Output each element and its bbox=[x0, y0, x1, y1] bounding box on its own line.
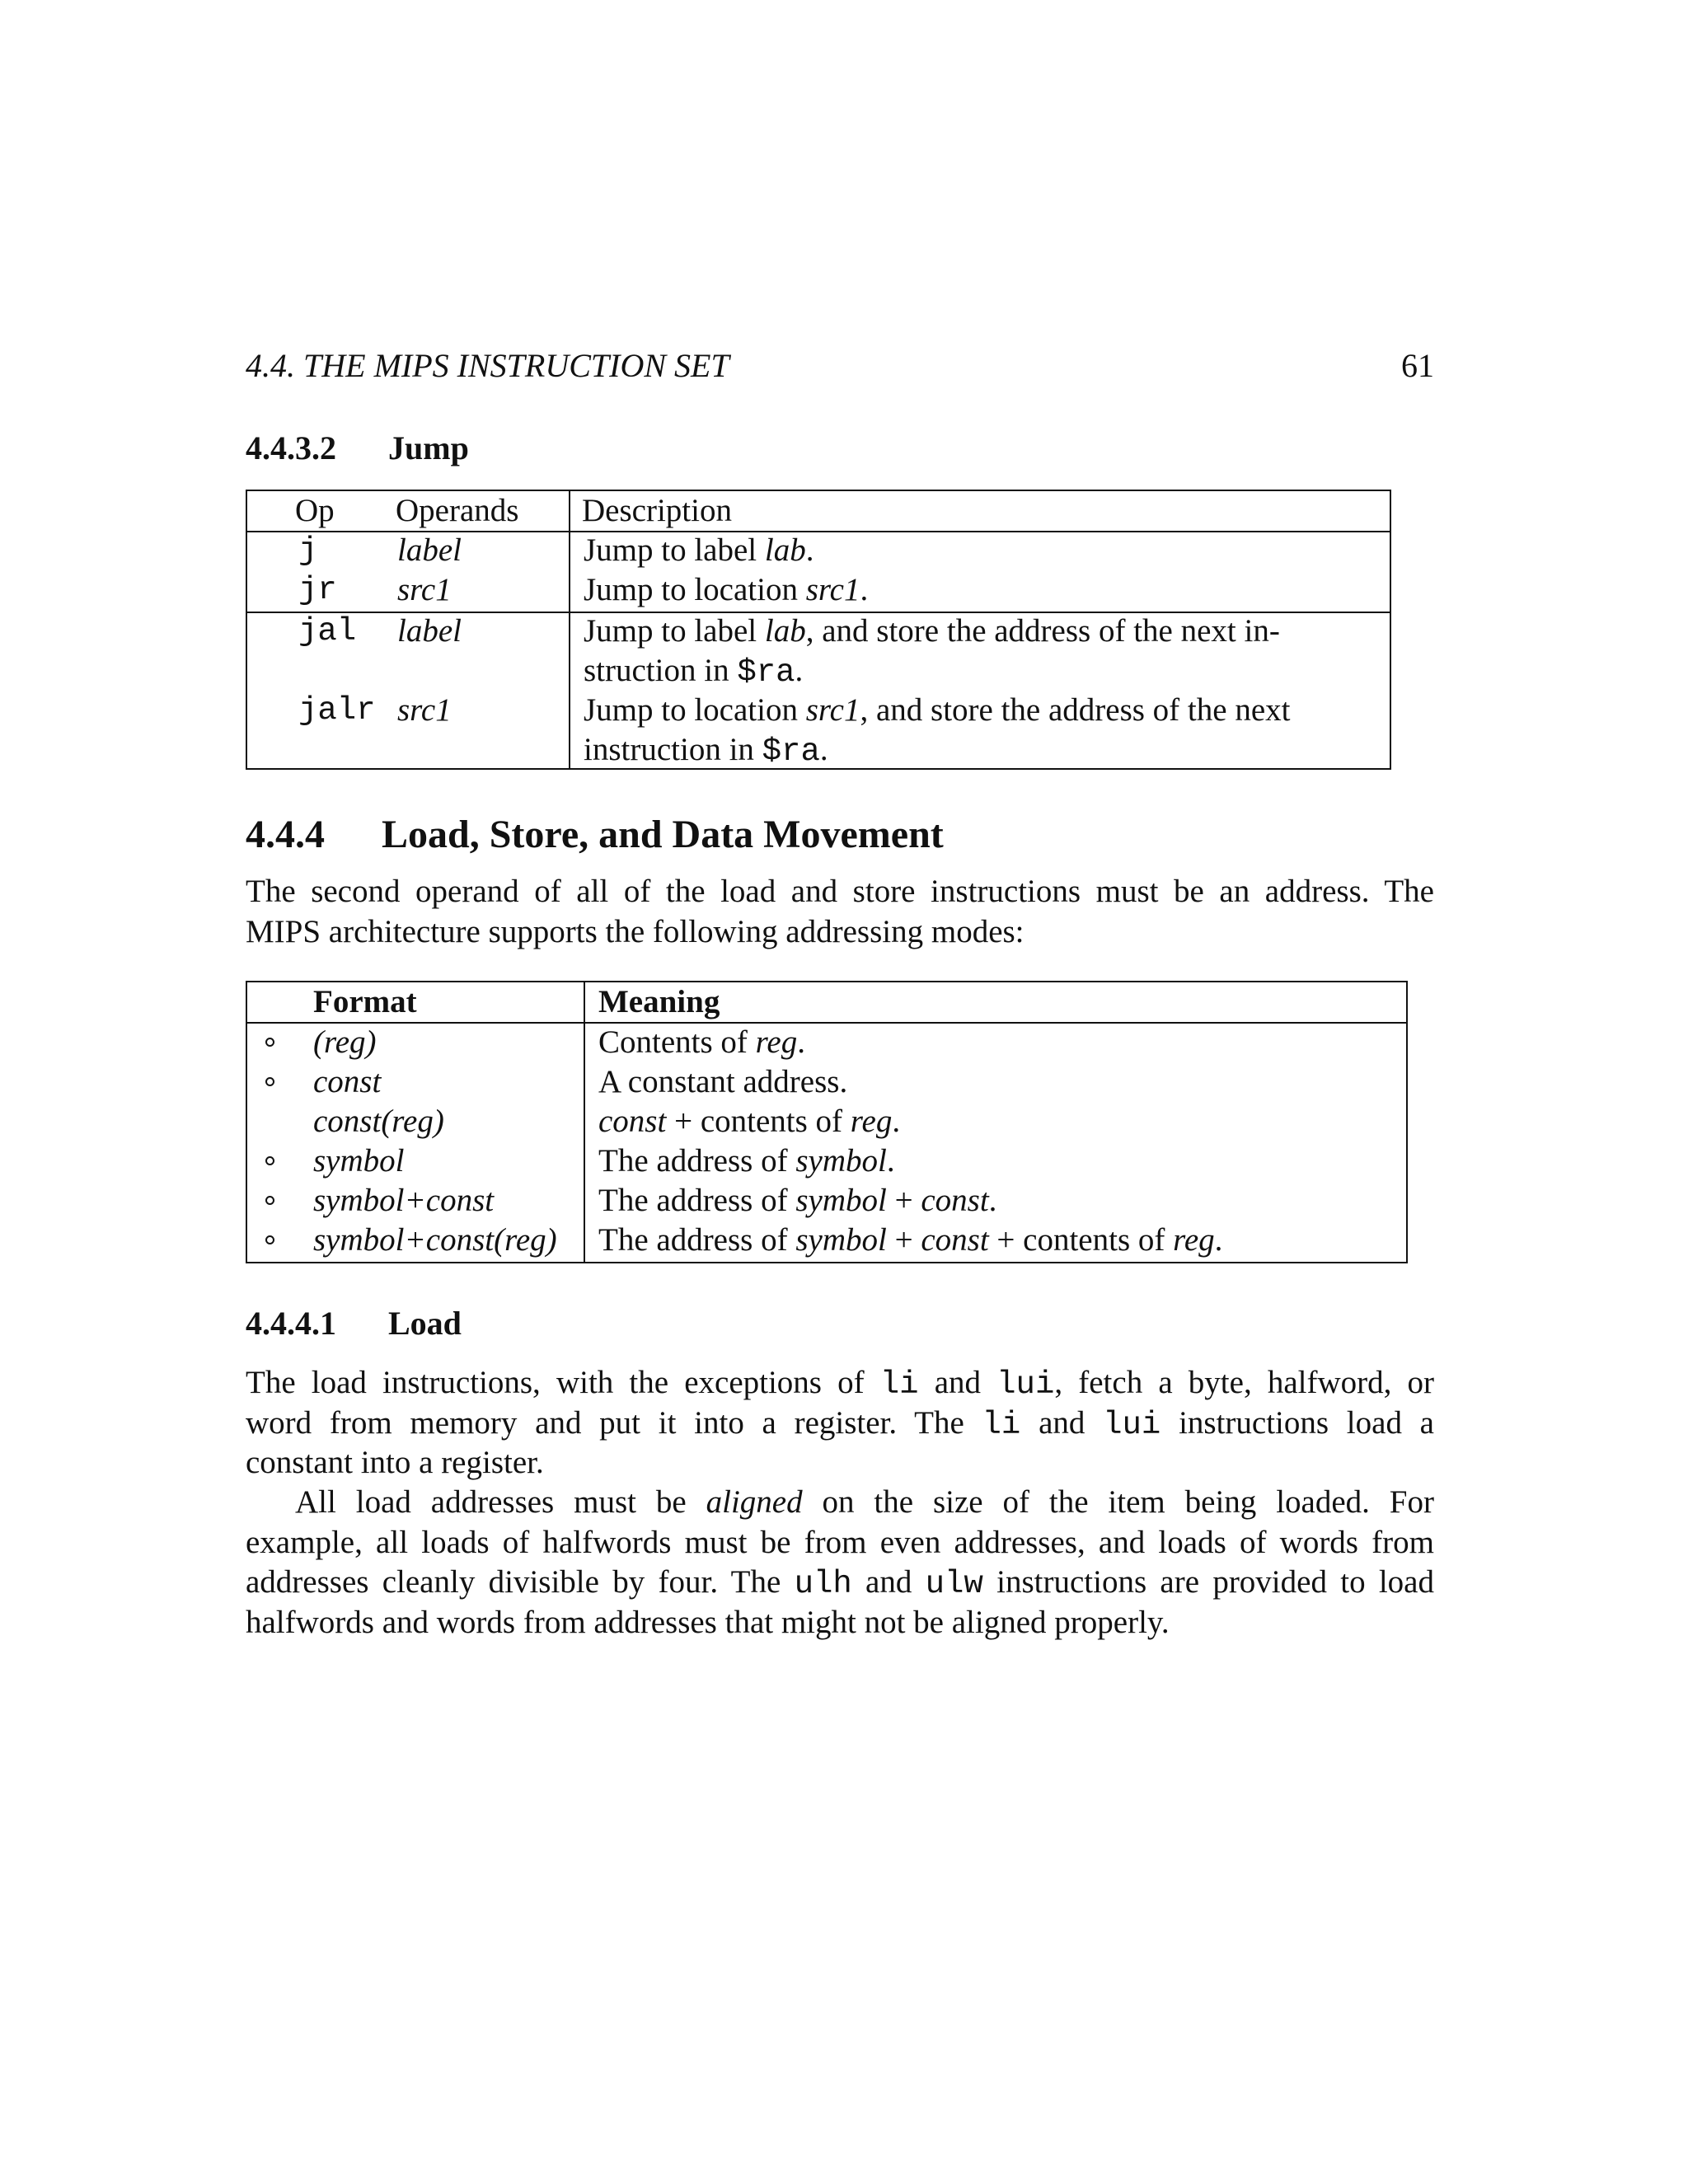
addressing-row bbox=[247, 1221, 1406, 1260]
jump-heading-number: 4.4.3.2 bbox=[246, 429, 336, 466]
meaning-cell: The address of symbol. bbox=[598, 1143, 895, 1179]
operand-cell: src1 bbox=[397, 692, 452, 728]
format-cell: symbol bbox=[313, 1143, 405, 1179]
format-cell: (reg) bbox=[313, 1024, 377, 1060]
addressing-row bbox=[247, 1062, 1406, 1102]
load-store-intro bbox=[246, 872, 1434, 952]
paragraph-line: word from memory and put it into a register. The li and lui instructions load a bbox=[246, 1404, 1434, 1443]
load-store-heading bbox=[246, 806, 944, 864]
load-paragraph-1 bbox=[246, 1363, 1434, 1483]
description-cell: instruction in $ra. bbox=[584, 732, 828, 770]
description-cell: struction in $ra. bbox=[584, 653, 804, 691]
paragraph-line: MIPS architecture supports the following addressing modes: bbox=[246, 913, 1025, 949]
format-cell: symbol+const bbox=[313, 1183, 495, 1218]
load-store-heading-number: 4.4.4 bbox=[246, 813, 325, 856]
meaning-cell: The address of symbol + const. bbox=[598, 1183, 997, 1218]
op-cell: jal bbox=[298, 613, 357, 649]
bullet-icon bbox=[265, 1038, 274, 1047]
paragraph-line: example, all loads of halfwords must be from even addresses, and loads of words from bbox=[246, 1524, 1434, 1560]
operand-cell: src1 bbox=[397, 572, 452, 607]
bullet-icon bbox=[265, 1196, 274, 1205]
meaning-cell: Contents of reg. bbox=[598, 1024, 805, 1060]
running-title: 4.4. THE MIPS INSTRUCTION SET bbox=[246, 347, 729, 384]
paragraph-line: constant into a register. bbox=[246, 1445, 544, 1480]
paragraph-line: addresses cleanly divisible by four. The ulh and ulw instructions are provided to load bbox=[246, 1564, 1434, 1602]
jump-heading-title: Jump bbox=[388, 429, 469, 466]
op-cell: jalr bbox=[298, 692, 376, 729]
jump-row-jalr-cont bbox=[247, 730, 1390, 770]
format-cell: symbol+const(reg) bbox=[313, 1222, 557, 1258]
paragraph-line: The second operand of all of the load and store instructions must be an address. The bbox=[246, 874, 1434, 909]
addressing-table-header bbox=[247, 982, 1406, 1022]
header-op: Op bbox=[295, 493, 335, 528]
paragraph-line: halfwords and words from addresses that might not be aligned properly. bbox=[246, 1604, 1170, 1640]
description-cell: Jump to label lab, and store the address of the next in- bbox=[584, 613, 1280, 649]
jump-row-j bbox=[247, 531, 1390, 570]
bullet-icon bbox=[265, 1156, 274, 1165]
load-heading bbox=[246, 1299, 462, 1348]
description-cell: Jump to label lab. bbox=[584, 532, 814, 568]
jump-heading bbox=[246, 424, 469, 473]
addressing-row bbox=[247, 1141, 1406, 1181]
addressing-table bbox=[246, 981, 1408, 1263]
load-heading-title: Load bbox=[388, 1305, 462, 1342]
load-heading-number: 4.4.4.1 bbox=[246, 1305, 336, 1342]
addressing-row bbox=[247, 1102, 1406, 1141]
description-cell: Jump to location src1, and store the address of the next bbox=[584, 692, 1291, 728]
operand-cell: label bbox=[397, 613, 462, 649]
load-store-heading-title: Load, Store, and Data Movement bbox=[382, 813, 944, 856]
header-description: Description bbox=[582, 493, 732, 528]
jump-row-jal bbox=[247, 612, 1390, 651]
page-number: 61 bbox=[1401, 347, 1434, 384]
op-cell: jr bbox=[298, 572, 337, 608]
jump-row-jalr bbox=[247, 691, 1390, 730]
header-operands: Operands bbox=[396, 493, 519, 528]
paragraph-line: All load addresses must be aligned on the size of the item being loaded. For bbox=[295, 1484, 1434, 1520]
addressing-row bbox=[247, 1181, 1406, 1221]
description-cell: Jump to location src1. bbox=[584, 572, 869, 607]
header-meaning: Meaning bbox=[598, 984, 720, 1019]
operand-cell: label bbox=[397, 532, 462, 568]
meaning-cell: const + contents of reg. bbox=[598, 1104, 901, 1139]
op-cell: j bbox=[298, 532, 318, 569]
jump-row-jal-cont bbox=[247, 651, 1390, 691]
meaning-cell: The address of symbol + const + contents of reg. bbox=[598, 1222, 1223, 1258]
meaning-cell: A constant address. bbox=[598, 1064, 848, 1099]
format-cell: const bbox=[313, 1064, 382, 1099]
load-paragraph-2 bbox=[246, 1483, 1434, 1643]
bullet-icon bbox=[265, 1077, 274, 1086]
running-head bbox=[246, 341, 1434, 391]
format-cell: const(reg) bbox=[313, 1104, 444, 1139]
paragraph-line: The load instructions, with the exceptions of li and lui, fetch a byte, halfword, or bbox=[246, 1365, 1434, 1403]
jump-table bbox=[246, 490, 1391, 770]
jump-row-jr bbox=[247, 570, 1390, 610]
jump-table-header bbox=[247, 491, 1390, 531]
bullet-icon bbox=[265, 1235, 274, 1244]
addressing-row bbox=[247, 1023, 1406, 1062]
header-format: Format bbox=[313, 984, 417, 1019]
